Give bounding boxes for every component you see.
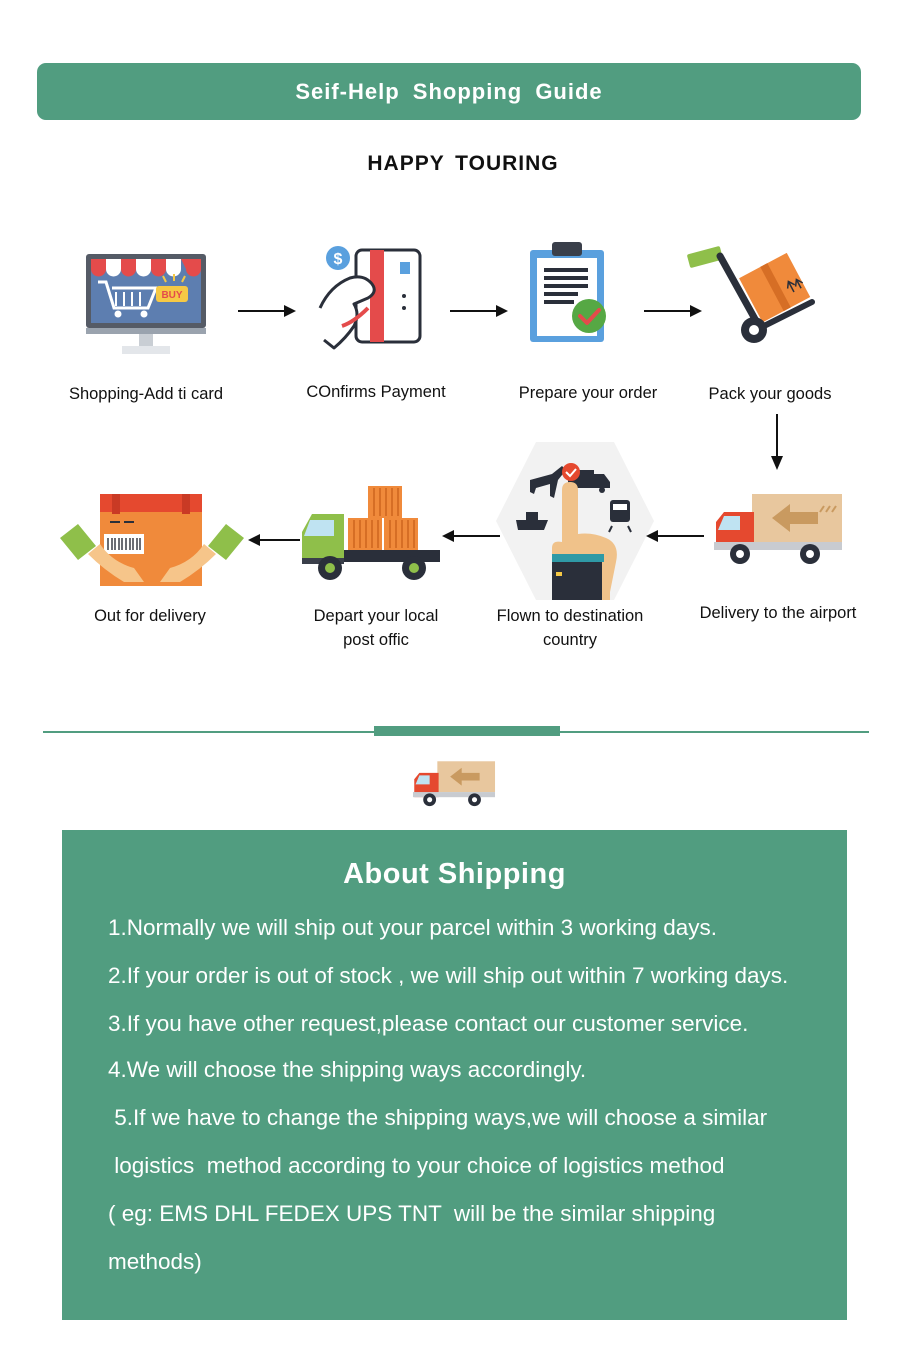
arrow-down-icon	[769, 412, 785, 472]
cargo-truck-icon	[300, 484, 442, 582]
svg-text:$: $	[333, 251, 343, 268]
arrow-left-icon	[644, 528, 706, 544]
svg-text:BUY: BUY	[161, 290, 183, 301]
divider-accent	[374, 726, 560, 736]
shipping-line: 3.If you have other request,please contact our customer service.	[108, 1011, 749, 1036]
small-delivery-truck-icon	[408, 760, 500, 810]
step-label-pack: Pack your goods	[708, 385, 832, 403]
arrow-right-icon	[642, 303, 704, 319]
card-payment-icon	[312, 238, 424, 356]
shopping-cart-monitor-icon	[84, 252, 208, 358]
step-label-shopping: Shopping-Add ti card	[68, 385, 224, 403]
shipping-line: 1.Normally we will ship out your parcel within 3 working days.	[108, 915, 717, 940]
step-label-payment: COnfirms Payment	[306, 383, 446, 401]
shipping-line: 5.If we have to change the shipping ways,we will choose a similar	[108, 1105, 768, 1130]
clipboard-check-icon	[526, 240, 610, 346]
banner-title: Seif-Help Shopping Guide	[295, 78, 603, 104]
shipping-line: methods)	[108, 1249, 202, 1274]
shipping-line: 4.We will choose the shipping ways accordingly.	[108, 1057, 587, 1082]
step-label-line: Depart your local	[313, 607, 439, 625]
step-label-line: post offic	[343, 631, 409, 649]
arrow-right-icon	[236, 303, 298, 319]
step-label-airport: Delivery to the airport	[699, 604, 857, 622]
step-label-line: Flown to destination	[496, 607, 644, 625]
shipping-line: logistics method according to your choice of logistics method	[108, 1153, 725, 1178]
shipping-line: ( eg: EMS DHL FEDEX UPS TNT will be the similar shipping	[108, 1201, 716, 1226]
step-label-flown	[470, 604, 670, 652]
hand-truck-box-icon	[686, 242, 818, 346]
about-shipping-panel	[62, 830, 847, 1320]
step-label-line: country	[542, 631, 598, 649]
arrow-right-icon	[448, 303, 510, 319]
delivery-truck-icon	[712, 492, 844, 570]
arrow-left-icon	[246, 532, 302, 548]
global-transport-icon	[496, 442, 654, 600]
box-hands-icon	[58, 492, 246, 590]
step-label-depart	[276, 604, 476, 652]
step-label-out-for-delivery: Out for delivery	[94, 607, 206, 625]
about-shipping-title: About Shipping	[343, 858, 566, 890]
guide-banner	[37, 63, 861, 120]
guide-subtitle: HAPPY TOURING	[367, 152, 559, 175]
step-label-prepare: Prepare your order	[518, 384, 658, 402]
arrow-left-icon	[440, 528, 502, 544]
shipping-line: 2.If your order is out of stock , we will ship out within 7 working days.	[108, 963, 789, 988]
